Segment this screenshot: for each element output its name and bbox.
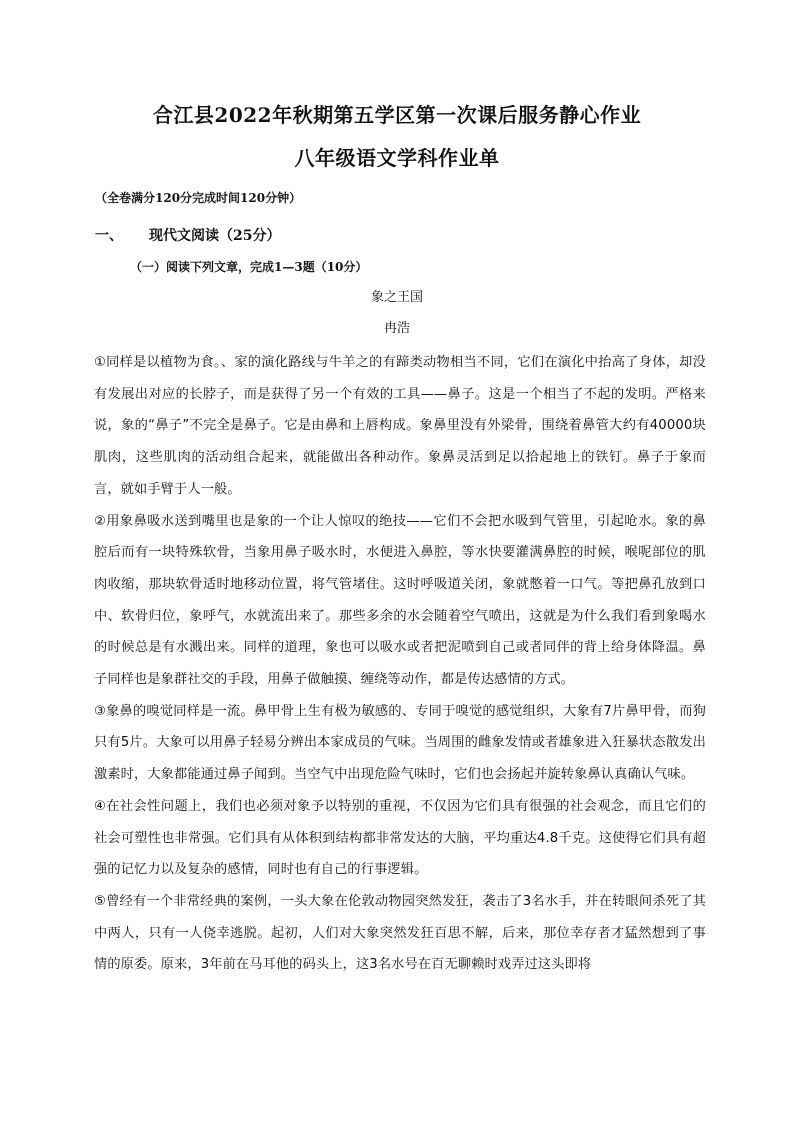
section-title: 现代文阅读（25分） <box>149 228 281 244</box>
article-paragraph-4: ④在社会性问题上，我们也必须对象予以特别的重视，不仅因为它们具有很强的社会观念，而且它们的社会可塑性也非常强。它们具有从体积到结构都非常发达的大脑，平均重达4.8千克。这使得它们具有超强的记忆力以及复杂的感情，同时也有自己的行事逻辑。 <box>94 798 706 878</box>
section-number: 一、 <box>95 228 123 244</box>
document-subtitle: 八年级语文学科作业单 <box>294 146 500 170</box>
article-paragraph-1: ①同样是以植物为食。、家的演化路线与牛羊之的有蹄类动物相当不同，它们在演化中抬高了身体，却没有发展出对应的长脖子，而是获得了另一个有效的工具——鼻子。这是一个相当了不起的发明。严格来说，象的“鼻子”不完全是鼻子。它是由鼻和上唇构成。象鼻里没有外梁骨，围绕着鼻管大约有40000块肌肉，这些肌肉的活动组合起来，就能做出各种动作。象鼻灵活到足以拾起地上的铁钉。鼻子于象而言，就如手臂于人一般。 <box>94 355 706 497</box>
article-paragraph-2: ②用象鼻吸水送到嘴里也是象的一个让人惊叹的绝技——它们不会把水吸到气管里，引起呛水。象的鼻腔后而有一块特殊软骨，当象用鼻子吸水时，水便进入鼻腔，等水快要灌满鼻腔的时候，喉呢部位的肌肉收缩，那块软骨适时地移动位置，将气管堵住。这时呼吸道关闭，象就憋着一口气。等把鼻孔放到口中、软骨归位，象呼气，水就流出来了。那些多余的水会随着空气喷出，这就是为什么我们看到象喝水的时候总是有水溅出来。同样的道理，象也可以吸水或者把泥喷到自己或者同伴的背上给身体降温。鼻子同样也是象群社交的手段，用鼻子做触摸、缠绕等动作，都是传达感情的方式。 <box>94 513 706 688</box>
subsection-heading: （一）阅读下列文章，完成1—3题（10分） <box>130 260 368 274</box>
article-title: 象之王国 <box>370 290 423 305</box>
article-paragraph-5: ⑤曾经有一个非常经典的案例，一头大象在伦敦动物园突然发狂，袭击了3名水手，并在转眼间杀死了其中两人，只有一人侥幸逃脱。起初，人们对大象突然发狂百思不解，后来，那位幸存者才猛然想到了事情的原委。原来，3年前在马耳他的码头上，这3名水号在百无聊赖时戏弄过这头即将 <box>94 893 706 973</box>
document-title: 合江县2022年秋期第五学区第一次课后服务静心作业 <box>152 103 642 127</box>
article-body <box>94 347 706 981</box>
section-heading <box>95 226 280 246</box>
article-author: 冉浩 <box>383 321 410 336</box>
exam-note: （全卷满分120分完成时间120分钟） <box>95 191 302 205</box>
article-paragraph-3: ③象鼻的嗅觉同样是一流。鼻甲骨上生有极为敏感的、专同于嗅觉的感觉组织，大象有7片鼻甲骨，而狗只有5片。大象可以用鼻子轻易分辨出本家成员的气味。当周围的雌象发情或者雄象进入狂暴状态散发出激素时，大象都能通过鼻子闻到。当空气中出现危险气味时，它们也会扬起并旋转象鼻认真确认气味。 <box>94 703 706 783</box>
